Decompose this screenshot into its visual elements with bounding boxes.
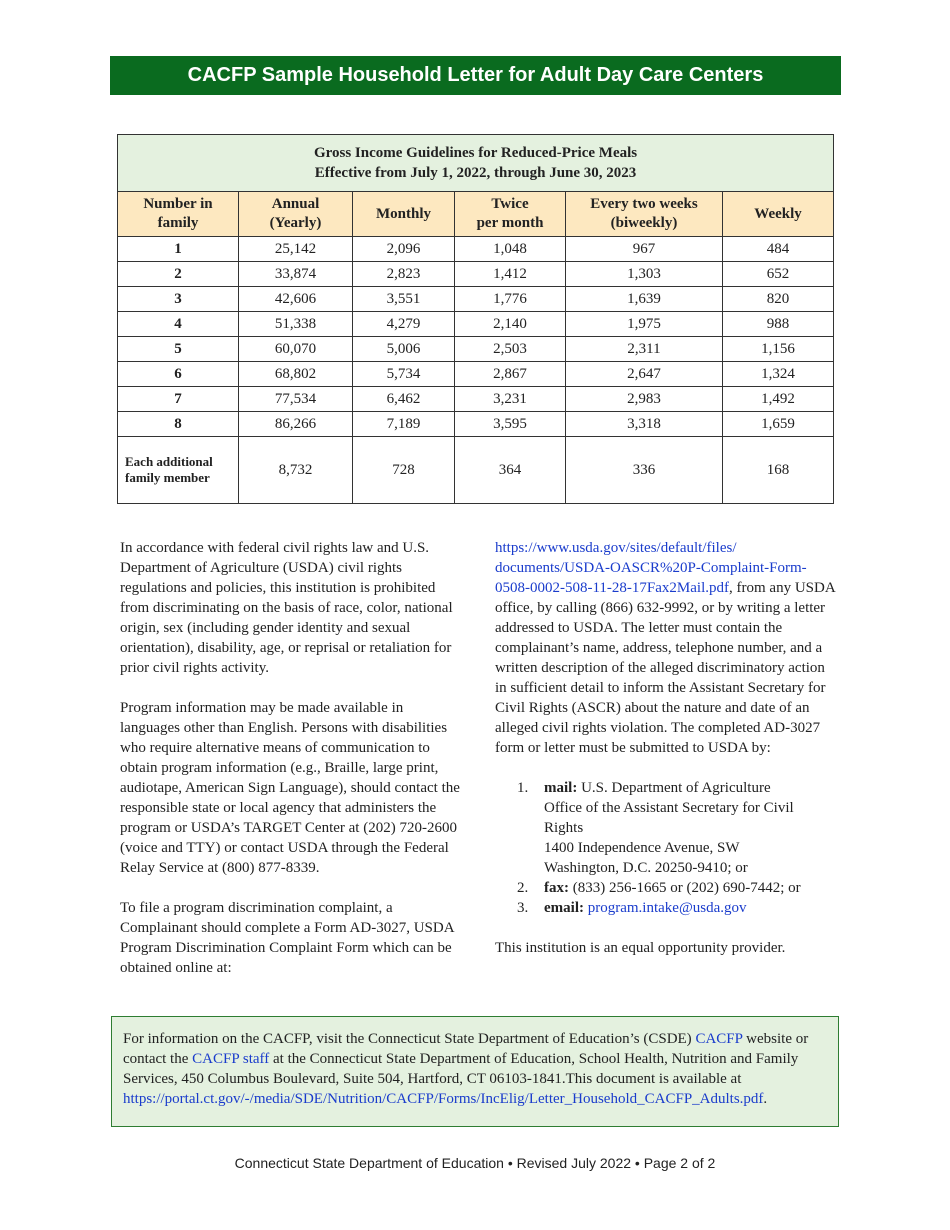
biweekly-cell: 2,983 <box>566 387 723 412</box>
table-row <box>118 337 834 362</box>
monthly-cell: 6,462 <box>353 387 455 412</box>
header-biweekly: Every two weeks (biweekly) <box>566 192 723 237</box>
annual-cell: 60,070 <box>239 337 353 362</box>
footer-page-number: Page 2 of 2 <box>643 1155 716 1171</box>
footer-agency: Connecticut State Department of Education <box>234 1155 504 1171</box>
annual-cell: 77,534 <box>239 387 353 412</box>
monthly-cell: 5,006 <box>353 337 455 362</box>
family-size-cell: 5 <box>118 337 239 362</box>
civil-rights-paragraph: In accordance with federal civil rights law and U.S. Department of Agriculture (USDA) civil rights regulations and policies, this institution is prohibited from discriminating on the basis of race, color, national origin, sex (including gender identity and sexual orientation), disability, age, or reprisal or retaliation for prior civil rights activity. <box>120 540 453 676</box>
twice-monthly-cell: 3,595 <box>455 412 566 437</box>
list-item-mail: 1. mail: U.S. Department of Agriculture Office of the Assistant Secretary for Civil Rights 1400 Independence Avenue, SW Washington, D.C. 20250-9410; or <box>517 780 794 876</box>
complaint-form-link[interactable]: https://www.usda.gov/sites/default/files/ documents/USDA-OASCR%20P-Complaint-Form- 0508-0002-508-11-28-17Fax2Mail.pdf <box>495 540 807 596</box>
twice-monthly-cell: 364 <box>455 437 566 504</box>
family-size-cell: 1 <box>118 237 239 262</box>
table-row <box>118 362 834 387</box>
twice-monthly-cell: 1,048 <box>455 237 566 262</box>
monthly-cell: 728 <box>353 437 455 504</box>
weekly-cell: 168 <box>723 437 834 504</box>
biweekly-cell: 336 <box>566 437 723 504</box>
document-title: CACFP Sample Household Letter for Adult Day Care Centers <box>187 64 764 86</box>
table-title-line2: Effective from July 1, 2022, through June 30, 2023 <box>314 165 637 181</box>
mail-label: mail: <box>544 780 578 796</box>
family-size-cell: 6 <box>118 362 239 387</box>
biweekly-cell: 1,303 <box>566 262 723 287</box>
weekly-cell: 988 <box>723 312 834 337</box>
table-row <box>118 262 834 287</box>
table-row <box>118 287 834 312</box>
biweekly-cell: 967 <box>566 237 723 262</box>
program-info-paragraph: Program information may be made available in languages other than English. Persons with disabilities who require alternative means of communication to obtain program information (e.g., Braille, large print, audiotape, American Sign Language), should contact the responsible state or local agency that administers the program or USDA’s TARGET Center at (202) 720-2600 (voice and TTY) or contact USDA through the Federal Relay Service at (800) 877-8339. <box>120 700 460 876</box>
biweekly-cell: 2,647 <box>566 362 723 387</box>
biweekly-cell: 1,639 <box>566 287 723 312</box>
biweekly-cell: 3,318 <box>566 412 723 437</box>
email-link[interactable]: program.intake@usda.gov <box>587 900 747 916</box>
biweekly-cell: 1,975 <box>566 312 723 337</box>
twice-monthly-cell: 1,412 <box>455 262 566 287</box>
header-twice-per-month: Twice per month <box>455 192 566 237</box>
table-row <box>118 237 834 262</box>
footer-bullet: • <box>507 1155 513 1171</box>
twice-monthly-cell: 2,140 <box>455 312 566 337</box>
header-number-in-family: Number in family <box>118 192 239 237</box>
fax-label: fax: <box>544 880 569 896</box>
footer-bullet: • <box>634 1155 640 1171</box>
equal-opportunity-statement: This institution is an equal opportunity provider. <box>495 940 786 956</box>
annual-cell: 68,802 <box>239 362 353 387</box>
monthly-cell: 3,551 <box>353 287 455 312</box>
table-row <box>118 312 834 337</box>
table-title-line1: Gross Income Guidelines for Reduced-Price Meals <box>313 145 638 161</box>
page-footer <box>0 1155 950 1171</box>
weekly-cell: 1,492 <box>723 387 834 412</box>
twice-monthly-cell: 3,231 <box>455 387 566 412</box>
family-size-cell: 3 <box>118 287 239 312</box>
annual-cell: 8,732 <box>239 437 353 504</box>
weekly-cell: 1,324 <box>723 362 834 387</box>
annual-cell: 86,266 <box>239 412 353 437</box>
submission-methods-list <box>495 778 835 918</box>
family-size-cell: 7 <box>118 387 239 412</box>
document-url-link[interactable]: https://portal.ct.gov/-/media/SDE/Nutrition/CACFP/Forms/IncElig/Letter_Household_CACFP_Adults.pdf <box>123 1091 764 1107</box>
annual-cell: 25,142 <box>239 237 353 262</box>
monthly-cell: 2,096 <box>353 237 455 262</box>
monthly-cell: 5,734 <box>353 362 455 387</box>
twice-monthly-cell: 2,867 <box>455 362 566 387</box>
monthly-cell: 2,823 <box>353 262 455 287</box>
weekly-cell: 820 <box>723 287 834 312</box>
table-row <box>118 387 834 412</box>
cacfp-staff-link[interactable]: CACFP staff <box>192 1051 270 1067</box>
table-row <box>118 412 834 437</box>
weekly-cell: 1,156 <box>723 337 834 362</box>
additional-member-label: Each additional family member <box>118 437 239 504</box>
monthly-cell: 4,279 <box>353 312 455 337</box>
weekly-cell: 484 <box>723 237 834 262</box>
header-weekly: Weekly <box>723 192 834 237</box>
weekly-cell: 652 <box>723 262 834 287</box>
nondiscrimination-right-column <box>495 538 835 978</box>
header-annual: Annual (Yearly) <box>239 192 353 237</box>
complaint-paragraph: To file a program discrimination complaint, a Complainant should complete a Form AD-3027, USDA Program Discrimination Complaint Form which can be obtained online at: <box>120 900 454 976</box>
cacfp-info-box: For information on the CACFP, visit the Connecticut State Department of Education’s (CSDE) CACFP website or contact the CACFP staff at the Connecticut State Department of Education, School Health, Nutrition and Family Services, 450 Columbus Boulevard, Suite 504, Hartford, CT 06103-1841.This document is available at https://portal.ct.gov/-/media/SDE/Nutrition/CACFP/Forms/IncElig/Letter_Household_CACFP_Adults.pdf. <box>111 1016 839 1127</box>
twice-monthly-cell: 2,503 <box>455 337 566 362</box>
monthly-cell: 7,189 <box>353 412 455 437</box>
income-guidelines-table <box>117 134 834 504</box>
footer-revised: Revised July 2022 <box>516 1155 632 1171</box>
complaint-form-paragraph: https://www.usda.gov/sites/default/files/ documents/USDA-OASCR%20P-Complaint-Form- 0508-0002-508-11-28-17Fax2Mail.pdf, from any USDA office, by calling (866) 632-9992, or by writing a letter addressed to USDA. The letter must contain the complainant’s name, address, telephone number, and a written description of the alleged discriminatory action in sufficient detail to inform the Assistant Secretary for Civil Rights (ASCR) about the nature and date of an alleged civil rights violation. The completed AD-3027 form or letter must be submitted to USDA by: <box>495 540 835 756</box>
email-label: email: <box>544 900 584 916</box>
table-caption <box>118 135 834 192</box>
nondiscrimination-left-column <box>120 538 465 998</box>
family-size-cell: 2 <box>118 262 239 287</box>
weekly-cell: 1,659 <box>723 412 834 437</box>
additional-member-row <box>118 437 834 504</box>
annual-cell: 33,874 <box>239 262 353 287</box>
biweekly-cell: 2,311 <box>566 337 723 362</box>
cacfp-link[interactable]: CACFP <box>695 1031 743 1047</box>
family-size-cell: 4 <box>118 312 239 337</box>
header-monthly: Monthly <box>353 192 455 237</box>
list-item-email: 3. email: program.intake@usda.gov <box>517 900 747 916</box>
document-title-banner <box>110 56 841 95</box>
twice-monthly-cell: 1,776 <box>455 287 566 312</box>
list-item-fax: 2. fax: (833) 256-1665 or (202) 690-7442; or <box>517 880 801 896</box>
table-header-row <box>118 192 834 237</box>
annual-cell: 51,338 <box>239 312 353 337</box>
annual-cell: 42,606 <box>239 287 353 312</box>
family-size-cell: 8 <box>118 412 239 437</box>
table-caption-row <box>118 135 834 192</box>
